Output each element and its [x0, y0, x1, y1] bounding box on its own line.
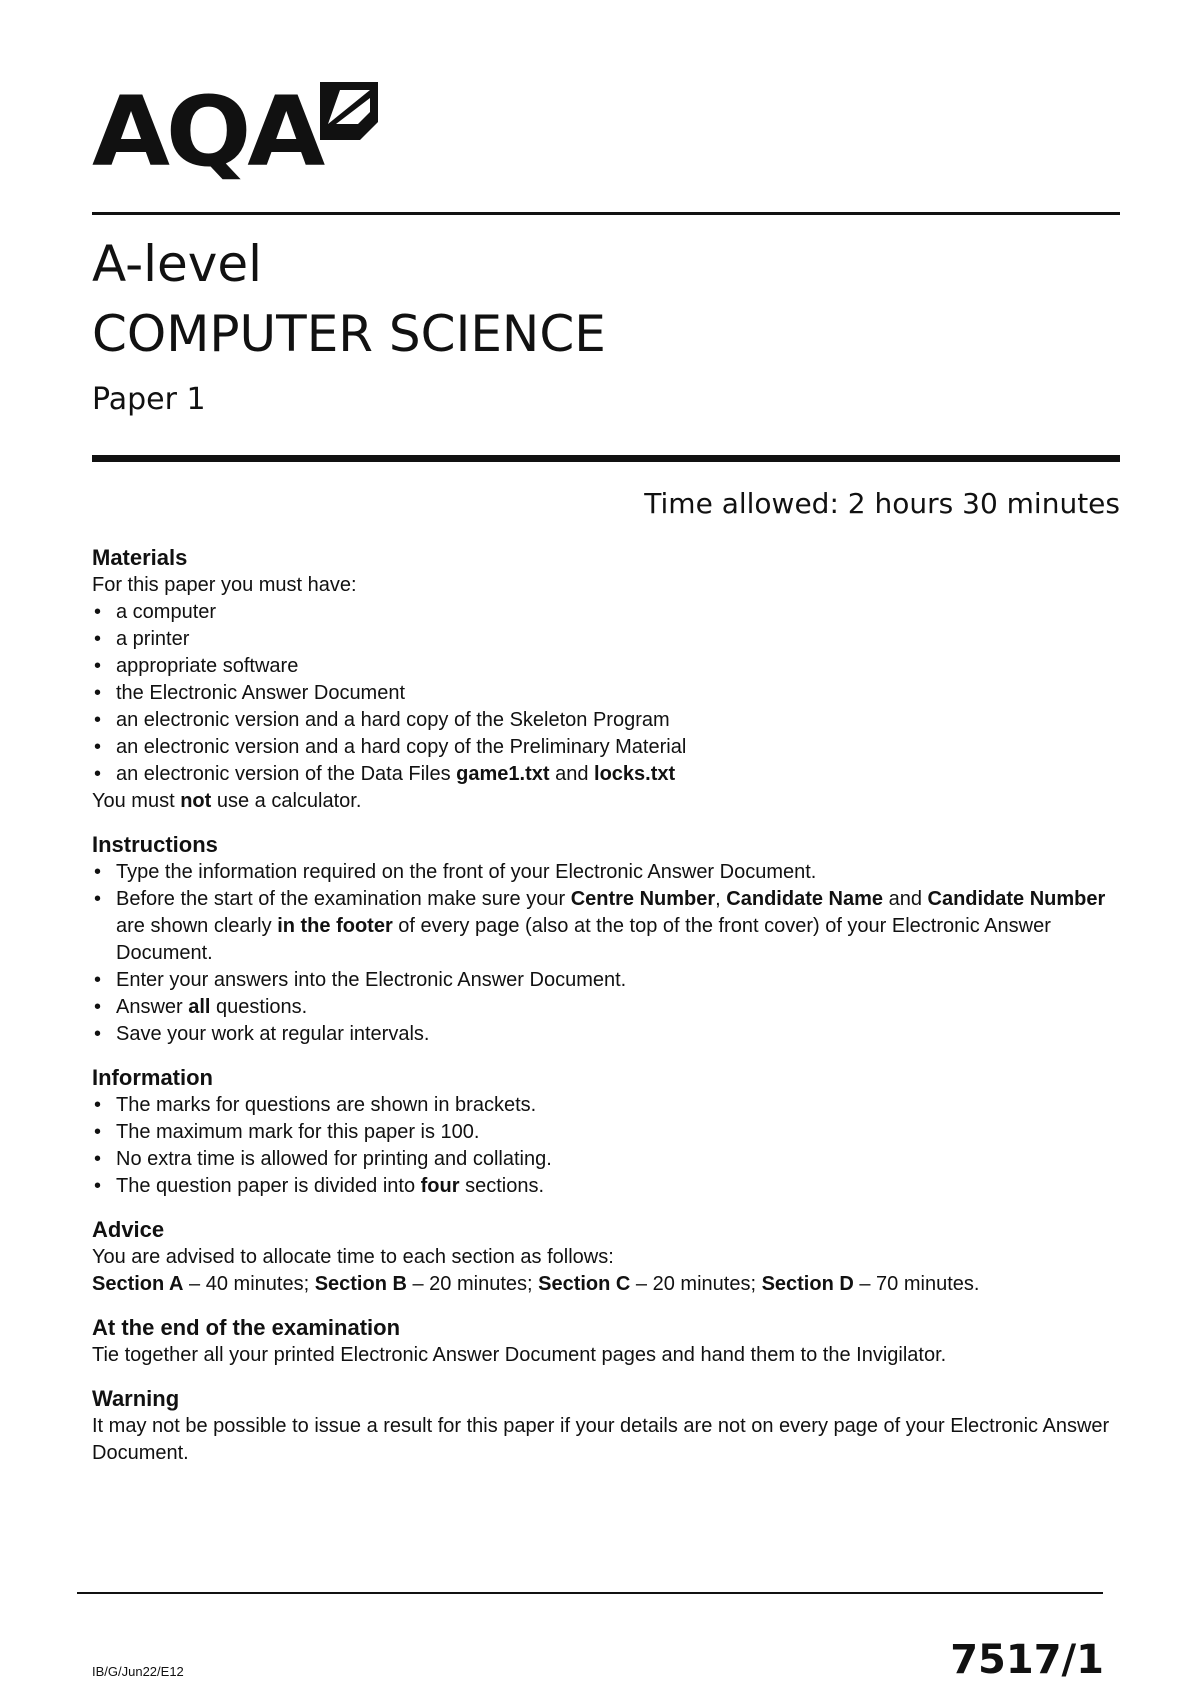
list-item: • Enter your answers into the Electronic Answer Document. [92, 967, 1132, 994]
warning-text: It may not be possible to issue a result for this paper if your details are not on every page of your Electronic Answer Document. [92, 1415, 1110, 1464]
list-item: • a printer [92, 626, 1132, 653]
end-heading: At the end of the examination [92, 1315, 401, 1340]
aqa-logo [92, 76, 378, 188]
list-item: • a computer [92, 599, 1132, 626]
instructions-section [92, 831, 1132, 1048]
end-text: Tie together all your printed Electronic Answer Document pages and hand them to the Invigilator. [92, 1344, 947, 1366]
warning-heading: Warning [92, 1386, 180, 1411]
text-span: and [549, 763, 595, 785]
list-item [92, 1173, 1132, 1200]
emphasis: not [180, 790, 212, 812]
text-span: – 20 minutes; [630, 1273, 762, 1295]
section-label: Section C [538, 1273, 631, 1295]
emphasis: in the footer [277, 915, 393, 937]
advice-heading: Advice [92, 1217, 165, 1242]
materials-list [92, 599, 1132, 788]
section-label: Section D [761, 1273, 854, 1295]
text-span: Answer [116, 996, 189, 1018]
list-item: • The marks for questions are shown in brackets. [92, 1092, 1132, 1119]
materials-section [92, 544, 1132, 815]
list-item: • Type the information required on the front of your Electronic Answer Document. [92, 859, 1132, 886]
text-span: and [883, 888, 928, 910]
information-heading: Information [92, 1065, 213, 1090]
title-divider [92, 455, 1120, 462]
text-span: sections. [459, 1175, 545, 1197]
end-of-exam-section [92, 1314, 1132, 1369]
emphasis: four [420, 1175, 460, 1197]
paper-code: 7517/1 [950, 1637, 1104, 1683]
qualification-level: A-level [92, 235, 263, 293]
footer-divider [77, 1592, 1103, 1594]
text-span: of every page (also at the top of the front cover) of your Electronic Answer Document. [116, 915, 1051, 964]
emphasis: Candidate Name [726, 888, 884, 910]
text-span: an electronic version of the Data Files [116, 763, 457, 785]
list-item: • No extra time is allowed for printing and collating. [92, 1146, 1132, 1173]
list-item [92, 761, 1132, 788]
list-item: • Save your work at regular intervals. [92, 1021, 1132, 1048]
text-span: , [715, 888, 727, 910]
document-reference: IB/G/Jun22/E12 [92, 1664, 184, 1679]
text-span: – 20 minutes; [406, 1273, 539, 1295]
text-span: – 40 minutes; [183, 1273, 315, 1295]
advice-times [92, 1271, 1132, 1298]
list-item: • the Electronic Answer Document [92, 680, 1132, 707]
text-span: use a calculator. [211, 790, 362, 812]
text-span: Before the start of the examination make sure your [116, 888, 571, 910]
materials-intro: For this paper you must have: [92, 574, 357, 596]
list-item: • an electronic version and a hard copy of the Preliminary Material [92, 734, 1132, 761]
materials-heading: Materials [92, 545, 188, 570]
paper-number: Paper 1 [92, 382, 206, 417]
instructions-heading: Instructions [92, 832, 218, 857]
emphasis: Candidate Number [927, 888, 1106, 910]
warning-section [92, 1385, 1132, 1467]
header-divider [92, 212, 1120, 215]
instructions-content [92, 544, 1132, 1483]
text-span: questions. [210, 996, 308, 1018]
emphasis: all [188, 996, 211, 1018]
text-span: You must [92, 790, 181, 812]
logo-text: AQA [92, 76, 322, 188]
text-span: – 70 minutes. [853, 1273, 980, 1295]
advice-section [92, 1216, 1132, 1298]
text-span: The question paper is divided into [116, 1175, 421, 1197]
data-file-name: game1.txt [456, 763, 550, 785]
list-item [92, 886, 1132, 967]
section-label: Section A [92, 1273, 184, 1295]
data-file-name: locks.txt [594, 763, 676, 785]
advice-intro: You are advised to allocate time to each section as follows: [92, 1246, 614, 1268]
information-list [92, 1092, 1132, 1200]
emphasis: Centre Number [570, 888, 716, 910]
time-allowed: Time allowed: 2 hours 30 minutes [644, 487, 1120, 520]
section-label: Section B [314, 1273, 407, 1295]
list-item: • an electronic version and a hard copy of the Skeleton Program [92, 707, 1132, 734]
list-item: • The maximum mark for this paper is 100. [92, 1119, 1132, 1146]
instructions-list [92, 859, 1132, 1048]
information-section [92, 1064, 1132, 1200]
list-item: • appropriate software [92, 653, 1132, 680]
text-span: are shown clearly [116, 915, 278, 937]
list-item [92, 994, 1132, 1021]
calculator-note [92, 788, 1132, 815]
subject-title: COMPUTER SCIENCE [92, 305, 606, 363]
logo-tick-icon [320, 82, 378, 140]
